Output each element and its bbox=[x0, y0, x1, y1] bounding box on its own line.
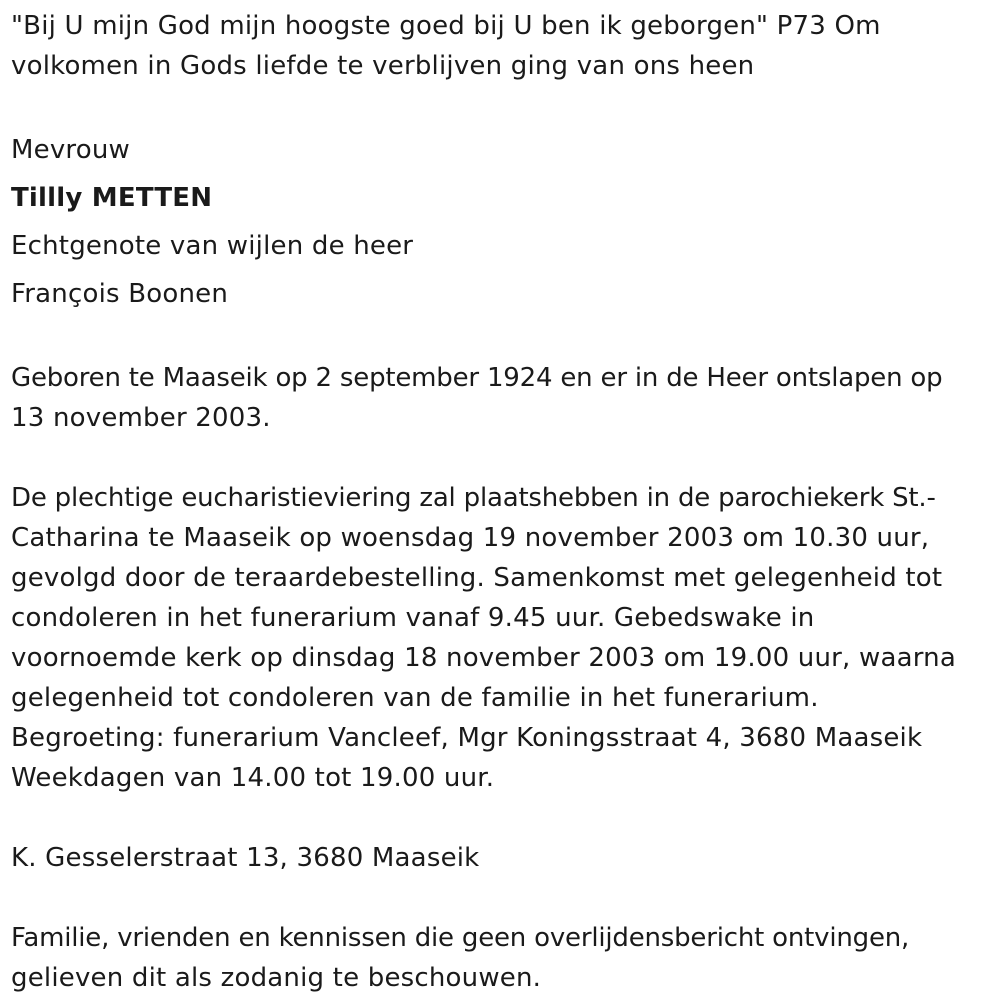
spouse-name: François Boonen bbox=[11, 279, 229, 309]
ceremony-line: condoleren in het funerarium vanaf 9.45 uur. Gebedswake in bbox=[11, 603, 815, 633]
intro-line-1: "Bij U mijn God mijn hoogste goed bij U ben ik geborgen" P73 Om bbox=[11, 11, 881, 41]
obituary-document bbox=[11, 6, 991, 998]
closing-line-1: Familie, vrienden en kennissen die geen overlijdensbericht ontvingen, bbox=[11, 923, 910, 953]
spacer bbox=[11, 438, 991, 478]
ceremony-line: Catharina te Maaseik op woensdag 19 november 2003 om 10.30 uur, bbox=[11, 523, 930, 553]
birth-death-line-1: Geboren te Maaseik op 2 september 1924 en er in de Heer ontslapen op bbox=[11, 363, 943, 393]
ceremony-line: De plechtige eucharistieviering zal plaatshebben in de parochiekerk St.- bbox=[11, 483, 936, 513]
closing-line-2: gelieven dit als zodanig te beschouwen. bbox=[11, 963, 542, 993]
ceremony-line: voornoemde kerk op dinsdag 18 november 2003 om 19.00 uur, waarna bbox=[11, 643, 956, 673]
ceremony-line: Begroeting: funerarium Vancleef, Mgr Koningsstraat 4, 3680 Maaseik bbox=[11, 723, 923, 753]
spacer bbox=[11, 318, 991, 358]
spacer bbox=[11, 798, 991, 838]
ceremony-line: Weekdagen van 14.00 tot 19.00 uur. bbox=[11, 763, 495, 793]
ceremony-line: gelegenheid tot condoleren van de familie in het funerarium. bbox=[11, 683, 819, 713]
relation: Echtgenote van wijlen de heer bbox=[11, 231, 414, 261]
spacer bbox=[11, 86, 991, 126]
ceremony-paragraph bbox=[11, 478, 991, 798]
ceremony-line: gevolgd door de teraardebestelling. Samenkomst met gelegenheid tot bbox=[11, 563, 943, 593]
honorific: Mevrouw bbox=[11, 135, 130, 165]
deceased-name: Tillly METTEN bbox=[11, 183, 213, 213]
spacer bbox=[11, 878, 991, 918]
birth-death-line-2: 13 november 2003. bbox=[11, 403, 271, 433]
intro-line-2: volkomen in Gods liefde te verblijven ging van ons heen bbox=[11, 51, 755, 81]
home-address: K. Gesselerstraat 13, 3680 Maaseik bbox=[11, 843, 480, 873]
